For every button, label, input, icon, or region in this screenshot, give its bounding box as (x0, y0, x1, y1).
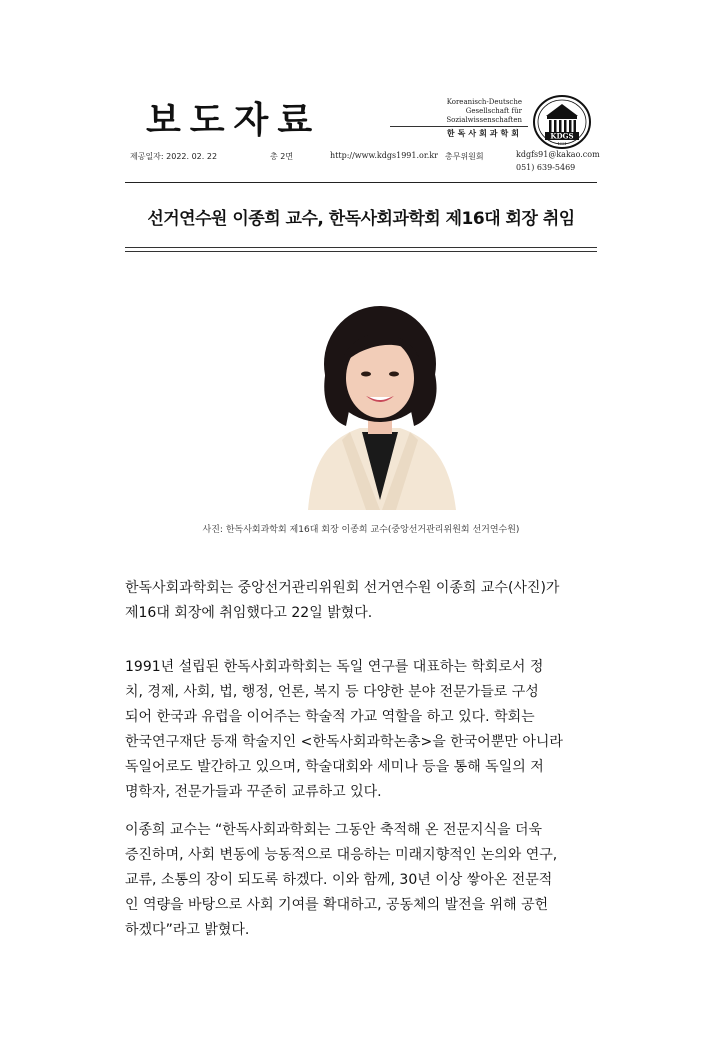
logo-korean-name: 한독사회과학회 (446, 129, 522, 138)
paragraph-3 (125, 818, 605, 943)
text-line: 1991년 설립된 한독사회과학회는 독일 연구를 대표하는 학회로서 정 (125, 659, 544, 675)
text-line: 한국연구재단 등재 학술지인 <한독사회과학논총>을 한국어뿐만 아니라 (125, 734, 563, 750)
text-line: 증진하며, 사회 변동에 능동적으로 대응하는 미래지향적인 논의와 연구, (125, 847, 558, 863)
text-line: 하겠다”라고 밝혔다. (125, 922, 250, 938)
portrait-photo (290, 300, 470, 510)
headline-divider (125, 247, 597, 252)
photo-caption: 사진: 한독사회과학회 제16대 회장 이종희 교수(중앙선거관리위원회 선거연수원) (202, 525, 520, 535)
text-line: 인 역량을 바탕으로 사회 기여를 확대하고, 공동체의 발전을 위해 공헌 (125, 897, 549, 913)
contact-info (516, 148, 600, 174)
svg-text:1991: 1991 (557, 142, 567, 146)
email-link[interactable]: kdgfs91@kakao.com (516, 150, 600, 159)
page-count: 총 2면 (270, 152, 294, 161)
text-line: 제16대 회장에 취임했다고 22일 밝혔다. (125, 605, 373, 621)
header-divider (125, 182, 597, 183)
website-link[interactable]: http://www.kdgs1991.or.kr (330, 151, 438, 160)
text-line: 치, 경제, 사회, 법, 행정, 언론, 복지 등 다양한 분야 전문가들로 구성 (125, 684, 539, 700)
text-line: 이종희 교수는 “한독사회과학회는 그동안 축적해 온 전문지식을 더욱 (125, 822, 543, 838)
page-title: 보도자료 (146, 100, 322, 141)
text-line: 되어 한국과 유럽을 이어주는 학술적 가교 역할을 하고 있다. 학회는 (125, 709, 535, 725)
text-line: 독일어로도 발간하고 있으며, 학술대회와 세미나 등을 통해 독일의 저 (125, 759, 544, 775)
phone-number: 051) 639-5469 (516, 163, 576, 172)
kdgs-emblem-icon (532, 94, 592, 150)
headline: 선거연수원 이종희 교수, 한독사회과학회 제16대 회장 취임 (147, 209, 575, 229)
logo-german-name: Koreanisch-Deutsche Gesellschaft für Sozialwissenschaften (446, 98, 522, 124)
society-logo (390, 92, 600, 152)
text-line: 교류, 소통의 장이 되도록 하겠다. 이와 함께, 30년 이상 쌓아온 전문적 (125, 872, 553, 888)
logo-divider (390, 126, 528, 127)
release-date: 제공일자: 2022. 02. 22 (130, 152, 218, 161)
text-line: 명학자, 전문가들과 꾸준히 교류하고 있다. (125, 784, 382, 800)
department: 총무위원회 (445, 152, 484, 161)
paragraph-2 (125, 655, 605, 805)
paragraph-1 (125, 576, 605, 626)
text-line: 한독사회과학회는 중앙선거관리위원회 선거연수원 이종희 교수(사진)가 (125, 580, 560, 596)
svg-text:KDGS: KDGS (550, 131, 574, 141)
